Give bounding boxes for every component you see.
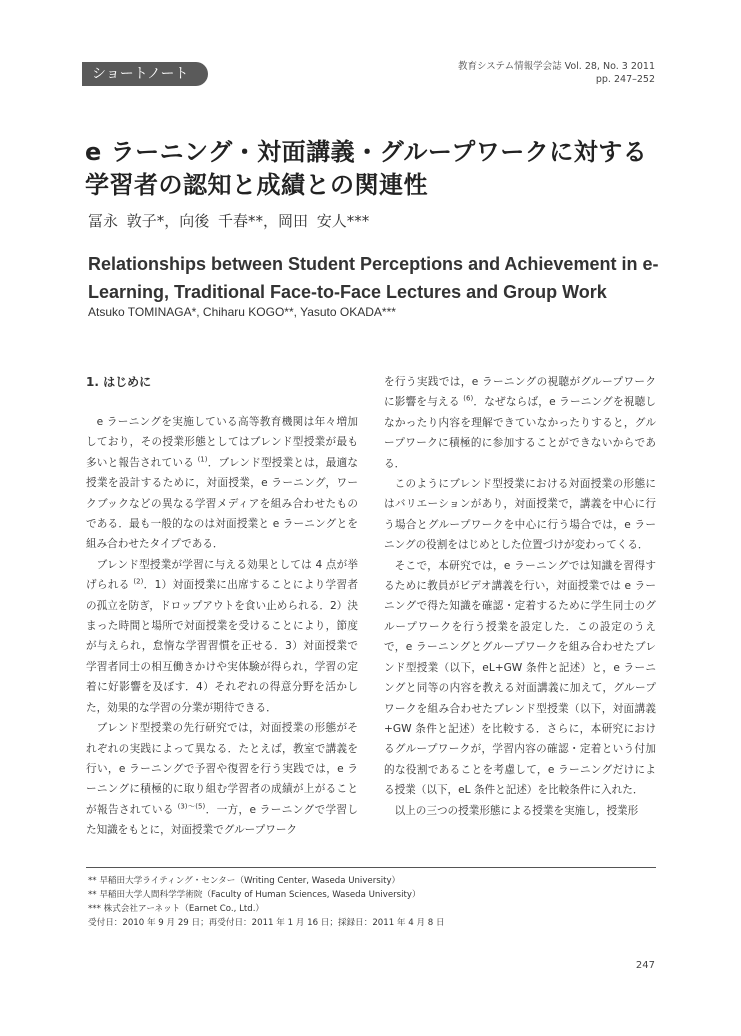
body-column-right — [384, 372, 656, 821]
paragraph: このようにブレンド型授業における対面授業の形態にはバリエーションがあり，対面授業で，講義を中心に行う場合とグループワークを中心に行う場合では，e ラーニングの役割をはじめとした位置づけが変わってくる． — [384, 478, 656, 552]
body-column-left — [86, 372, 358, 841]
footnote-divider — [86, 867, 656, 868]
title-ja: e ラーニング・対面講義・グループワークに対する学習者の認知と成績との関連性 — [85, 138, 648, 199]
footnote: ** 早稲田大学ライティング・センター（Writing Center, Waseda University） — [88, 876, 401, 886]
citation: (3)〜(5) — [177, 802, 206, 811]
paragraph: を行う実践では，e ラーニングの視聴がグループワークに影響を与える $^{(6)}$．なぜならば，e ラーニングを視聴しなかったり内容を理解できていなかったりすると，グループワークに積極的に参加することができないからである． — [384, 376, 657, 470]
paragraph: e ラーニングを実施している高等教育機関は年々増加しており，その授業形態としてはブレンド型授業が最も多いと報告されている $^{(1)}$．ブレンド型授業とは，最適な授業を設計するために，対面授業，e ラーニング，ワークブックなどの異なる学習メディアを組み合わせたものである．最も一般的なのは対面授業と e ラーニングとを組み合わせたタイプである． — [86, 416, 359, 551]
journal-pages: pp. 247–252 — [595, 74, 655, 85]
paragraph: ブレンド型授業の先行研究では，対面授業の形態がそれぞれの実践によって異なる．たとえば，教室で講義を行い，e ラーニングで予習や復習を行う実践では，e ラーニングに積極的に取り組む学習者の成績が上がることが報告されている $^{(3)〜(5)}$．一方，e ラーニングで学習した知識をもとに，対面授業でグループワーク — [86, 722, 358, 837]
page-number: 247 — [635, 960, 655, 971]
footnote: ** 早稲田大学人間科学学術院（Faculty of Human Sciences, Waseda University） — [88, 890, 421, 900]
paragraph: ブレンド型授業が学習に与える効果としては 4 点が挙げられる $^{(2)}$．1）対面授業に出席することにより学習者の孤立を防ぎ，ドロップアウトを食い止められる．2）決まった時間と場所で対面授業を受けることにより，節度が与えられ，怠惰な学習習慣を正せる．3）対面授業で学習者同士の相互働きかけや実体験が得られ，学習の定着に好影響を及ぼす．4）それぞれの得意分野を活かした，効果的な学習の分業が期待できる． — [86, 558, 358, 714]
journal-info — [458, 60, 655, 86]
authors-ja: 冨永 敦子*，向後 千春**，岡田 安人*** — [88, 212, 370, 230]
citation: (1) — [197, 455, 208, 464]
authors-en: Atsuko TOMINAGA*, Chiharu KOGO**, Yasuto OKADA*** — [88, 305, 396, 319]
title-en: Relationships between Student Perceptions and Achievement in e-Learning, Traditional Face-to-Face Lectures and Group Work — [88, 254, 659, 302]
section-tag: ショートノート — [82, 62, 208, 86]
paragraph: そこで，本研究では，e ラーニングでは知識を習得するために教員がビデオ講義を行い，対面授業では e ラーニングで得た知識を確認・定着するために学生同士のグループワークを行う授業を設定した．この設定のうえで，e ラーニングとグループワークを組み合わせたブレンド型授業（以下，eL+GW 条件と記述）と，e ラーニングと同等の内容を教える対面講義に加えて，グループワークを組み合わせたブレンド型授業（以下，対面講義 +GW 条件と記述）を比較する．さらに，本研究におけるグループワークが，学習内容の確認・定着という付加的な役割であることを考慮して，e ラーニングだけによる授業（以下，eL 条件と記述）を比較条件に入れた． — [384, 559, 656, 797]
section-heading: 1. はじめに — [86, 375, 152, 389]
footnote: *** 株式会社アーネット（Earnet Co., Ltd.） — [88, 904, 265, 914]
journal-line: 教育システム情報学会誌 Vol. 28, No. 3 2011 — [458, 61, 655, 72]
paragraph: 以上の三つの授業形態による授業を実施し，授業形 — [394, 804, 639, 817]
citation: (2) — [133, 577, 144, 586]
footnotes — [88, 874, 658, 930]
footnote: 受付日：2010 年 9 月 29 日；再受付日：2011 年 1 月 16 日；採録日：2011 年 4 月 8 日 — [88, 918, 445, 928]
citation: (6) — [463, 394, 474, 403]
